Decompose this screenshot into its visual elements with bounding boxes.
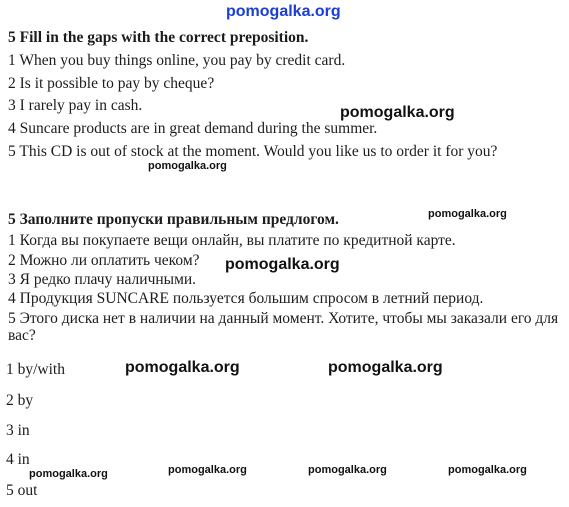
- english-exercise-heading: 5 Fill in the gaps with the correct preposition.: [8, 29, 309, 46]
- watermark-mid-left: pomogalka.org: [225, 256, 340, 273]
- watermark-bottom-4: pomogalka.org: [448, 464, 527, 476]
- watermark-bottom-3: pomogalka.org: [308, 464, 387, 476]
- watermark-bottom-1: pomogalka.org: [29, 468, 108, 480]
- watermark-answers-1: pomogalka.org: [125, 359, 240, 376]
- russian-item-4: 4 Продукция SUNCARE пользуется большим спросом в летний период.: [8, 290, 484, 307]
- answer-1: 1 by/with: [6, 361, 65, 378]
- russian-item-5: 5 Этого диска нет в наличии на данный момент. Хотите, чтобы мы заказали его для вас?: [8, 310, 559, 344]
- english-item-4: 4 Suncare products are in great demand during the summer.: [8, 120, 378, 137]
- watermark-top: pomogalka.org: [226, 3, 341, 20]
- watermark-answers-2: pomogalka.org: [328, 359, 443, 376]
- english-item-2: 2 Is it possible to pay by cheque?: [8, 75, 215, 92]
- english-item-3: 3 I rarely pay in cash.: [8, 97, 143, 114]
- russian-item-3: 3 Я редко плачу наличными.: [8, 271, 197, 288]
- answer-3: 3 in: [6, 422, 30, 439]
- watermark-bottom-2: pomogalka.org: [168, 464, 247, 476]
- answer-2: 2 by: [6, 392, 34, 409]
- watermark-small-2: pomogalka.org: [428, 208, 507, 220]
- russian-item-1: 1 Когда вы покупаете вещи онлайн, вы платите по кредитной карте.: [8, 232, 456, 249]
- answer-4: 4 in: [6, 451, 30, 468]
- answer-5: 5 out: [6, 482, 38, 499]
- russian-exercise-heading: 5 Заполните пропуски правильным предлогом.: [8, 211, 339, 228]
- english-item-5: 5 This CD is out of stock at the moment. Would you like us to order it for you?: [8, 143, 498, 160]
- watermark-small-1: pomogalka.org: [148, 160, 227, 172]
- russian-item-2: 2 Можно ли оплатить чеком?: [8, 252, 200, 269]
- english-item-1: 1 When you buy things online, you pay by credit card.: [8, 52, 346, 69]
- watermark-mid-right-1: pomogalka.org: [340, 104, 455, 121]
